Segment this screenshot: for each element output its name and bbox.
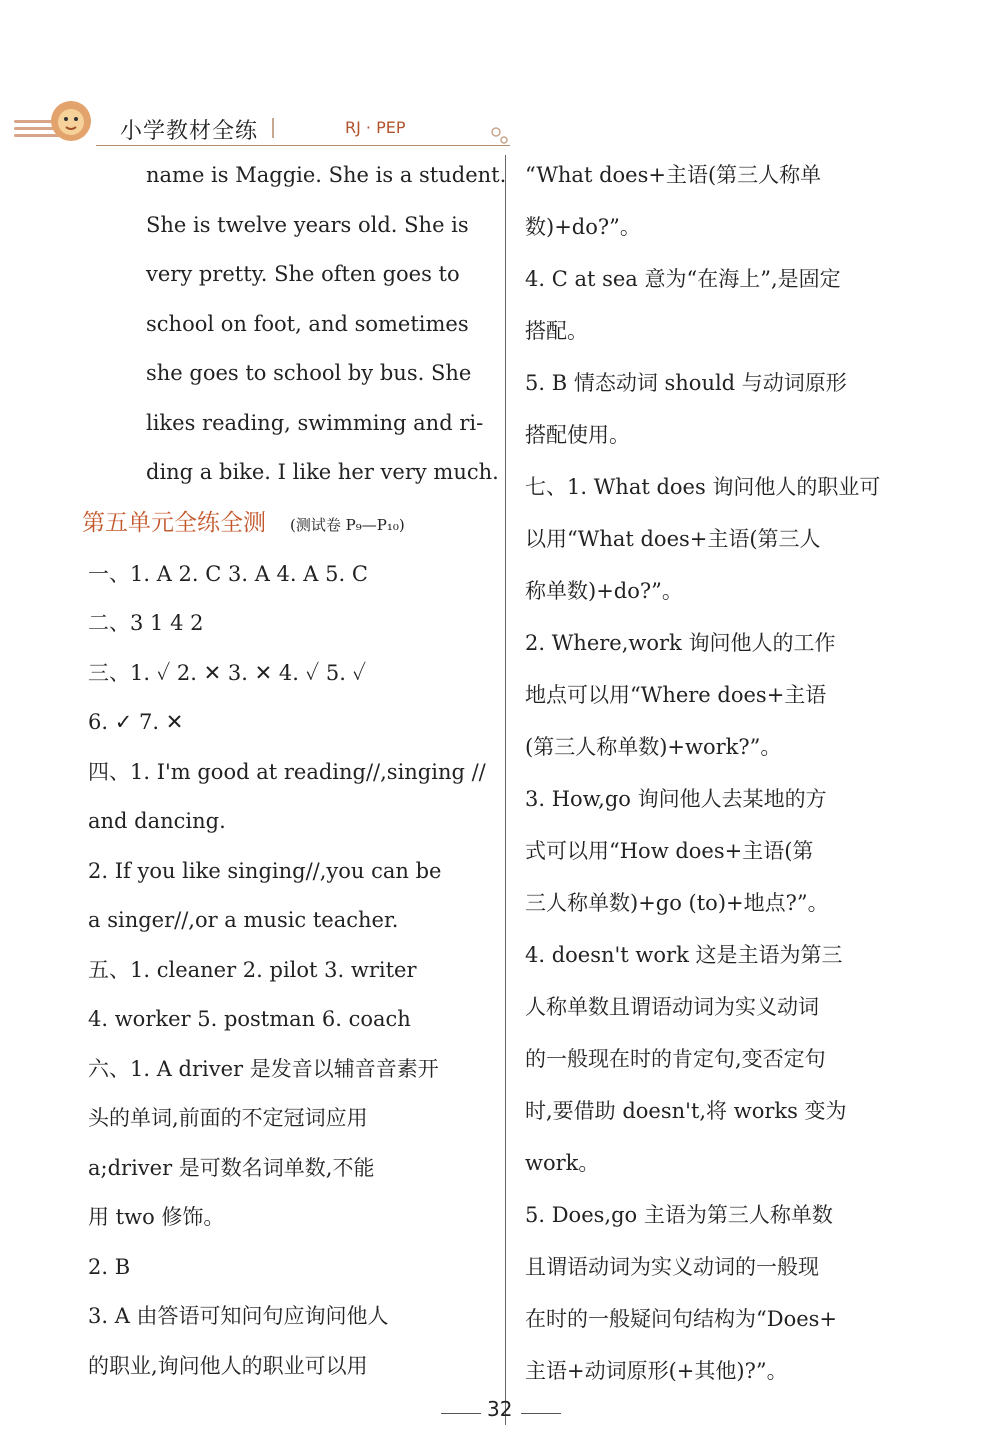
passage-line: likes reading, swimming and ri-	[146, 411, 484, 435]
answer-line: 4. C at sea 意为“在海上”,是固定	[525, 267, 841, 291]
answer-line: work。	[525, 1151, 600, 1175]
passage-line: ding a bike. I like her very much.	[146, 460, 499, 484]
answer-line: 5. Does,go 主语为第三人称单数	[525, 1203, 833, 1227]
answer-line: 2. If you like singing//,you can be	[88, 859, 442, 883]
answer-line: 4. doesn't work 这是主语为第三	[525, 943, 843, 967]
answer-line: 七、1. What does 询问他人的职业可	[525, 475, 881, 499]
edition-label: RJ · PEP	[345, 118, 406, 137]
answer-line: 4. worker 5. postman 6. coach	[88, 1007, 411, 1031]
passage-line: she goes to school by bus. She	[146, 361, 472, 385]
header-separator	[272, 118, 274, 138]
answer-line: a;driver 是可数名词单数,不能	[88, 1156, 375, 1180]
answer-line: 主语+动词原形(+其他)?”。	[525, 1359, 788, 1383]
brand-title: 小学教材全练	[120, 119, 259, 144]
section-note: (测试卷 P₉—P₁₀)	[290, 516, 405, 534]
answer-line: 5. B 情态动词 should 与动词原形	[525, 371, 847, 395]
answer-line: 的职业,询问他人的职业可以用	[88, 1354, 368, 1378]
answer-line: 且谓语动词为实义动词的一般现	[525, 1255, 819, 1279]
answer-line: a singer//,or a music teacher.	[88, 908, 399, 932]
answer-line: 五、1. cleaner 2. pilot 3. writer	[88, 958, 417, 982]
page-header	[0, 90, 520, 160]
page-number: 32	[487, 1397, 513, 1421]
passage-line: very pretty. She often goes to	[146, 262, 460, 286]
answer-line: “What does+主语(第三人称单	[525, 163, 822, 187]
cartoon-lion-icon	[48, 98, 94, 144]
answer-line: 三、1. ✓ 2. ✕ 3. ✕ 4. ✓ 5. ✓	[88, 661, 367, 685]
answer-line: 称单数)+do?”。	[525, 579, 683, 603]
ornament-icon	[490, 126, 510, 146]
answer-line: 三人称单数)+go (to)+地点?”。	[525, 891, 829, 915]
answer-line: 四、1. I'm good at reading//,singing //	[88, 760, 486, 784]
answer-line: 二、3 1 4 2	[88, 611, 204, 635]
passage-line: school on foot, and sometimes	[146, 312, 469, 336]
answer-line: 数)+do?”。	[525, 215, 641, 239]
section-title: 第五单元全练全测	[82, 510, 266, 536]
answer-line: 3. How,go 询问他人去某地的方	[525, 787, 827, 811]
answer-line: 式可以用“How does+主语(第	[525, 839, 814, 863]
answer-line: 的一般现在时的肯定句,变否定句	[525, 1047, 826, 1071]
answer-line: 一、1. A 2. C 3. A 4. A 5. C	[88, 562, 368, 586]
passage-line: She is twelve years old. She is	[146, 213, 469, 237]
answer-line: 6. ✓ 7. ✕	[88, 710, 184, 734]
answer-line: (第三人称单数)+work?”。	[525, 735, 782, 759]
answer-line: 地点可以用“Where does+主语	[525, 683, 827, 707]
column-divider	[505, 155, 506, 1425]
passage-line: name is Maggie. She is a student.	[146, 163, 507, 187]
header-rule	[96, 145, 510, 146]
answer-line: 六、1. A driver 是发音以辅音音素开	[88, 1057, 439, 1081]
answer-line: 3. A 由答语可知问句应询问他人	[88, 1304, 389, 1328]
answer-line: 在时的一般疑问句结构为“Does+	[525, 1307, 838, 1331]
answer-line: 搭配。	[525, 319, 588, 343]
answer-line: 2. B	[88, 1255, 131, 1279]
answer-line: 以用“What does+主语(第三人	[525, 527, 821, 551]
answer-line: 头的单词,前面的不定冠词应用	[88, 1106, 368, 1130]
answer-line: 人称单数且谓语动词为实义动词	[525, 995, 819, 1019]
answer-line: 用 two 修饰。	[88, 1205, 225, 1229]
answer-line: and dancing.	[88, 809, 226, 833]
answer-line: 2. Where,work 询问他人的工作	[525, 631, 836, 655]
answer-line: 时,要借助 doesn't,将 works 变为	[525, 1099, 847, 1123]
section-heading	[82, 508, 405, 540]
answer-line: 搭配使用。	[525, 423, 630, 447]
